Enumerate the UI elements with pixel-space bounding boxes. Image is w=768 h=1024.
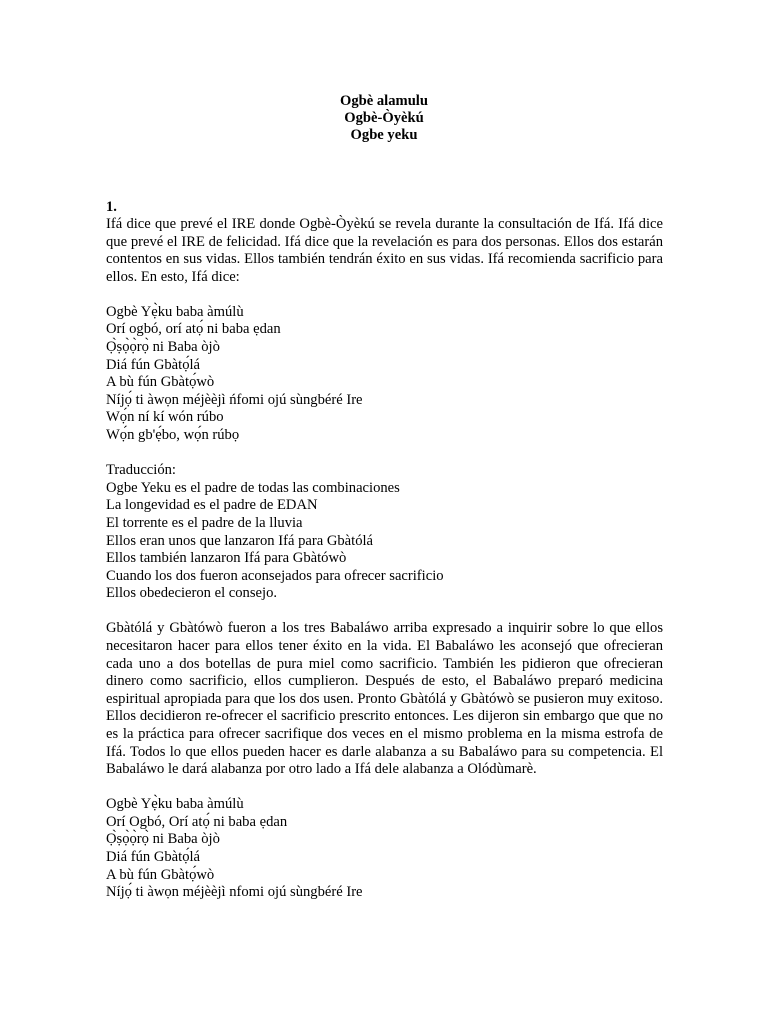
verse-line: Diá fún Gbàtọ́lá (106, 356, 201, 373)
title-line-1: Ogbè alamulu (340, 93, 428, 109)
verse-line: Níjọ́ ti àwọn méjèèjì nfomi ojú sùngbéré Ire (106, 884, 363, 901)
verse-line: Níjọ́ ti àwọn méjèèjì ńfomi ojú sùngbéré Ire (106, 391, 363, 408)
verse-line: Wọ́n gb'ẹ́bo, wọ́n rúbọ (106, 427, 240, 444)
translation-line: Ellos eran unos que lanzaron Ifá para Gbàtólá (106, 532, 374, 549)
translation-line: Ellos obedecieron el consejo. (106, 585, 278, 602)
document-title (0, 93, 768, 144)
verse-line: A bù fún Gbàtọ́wò (106, 866, 215, 883)
verse-line: Ogbè Yẹ̀ku baba àmúlù (106, 303, 244, 320)
verse-line: Orí Ogbó, Orí atọ́ ni baba ẹdan (106, 813, 288, 830)
translation-line: Ellos también lanzaron Ifá para Gbàtówò (106, 550, 347, 567)
translation-line: Ogbe Yeku es el padre de todas las combinaciones (106, 479, 400, 496)
translation-heading: Traducción: (106, 462, 176, 479)
title-line-3: Ogbe yeku (350, 127, 418, 143)
document-body (106, 199, 663, 902)
translation-line: El torrente es el padre de la lluvia (106, 514, 303, 531)
title-line-2: Ogbè-Òyèkú (344, 110, 424, 126)
translation-line: La longevidad es el padre de EDAN (106, 497, 318, 514)
section-number: 1. (106, 199, 117, 215)
verse-2 (106, 796, 663, 902)
verse-1 (106, 304, 663, 445)
verse-line: Ogbè Yẹ̀ku baba àmúlù (106, 796, 244, 813)
verse-line: Ọ̀ṣọ̀ọ̀rọ̀ ni Baba òjò (106, 831, 220, 848)
verse-line: Orí ogbó, orí atọ́ ni baba ẹdan (106, 321, 281, 338)
translation-line: Cuando los dos fueron aconsejados para ofrecer sacrificio (106, 567, 444, 584)
story-paragraph: Gbàtólá y Gbàtówò fueron a los tres Babaláwo arriba expresado a inquirir sobre lo que ellos necesitaron hacer para ellos tener éxito en la vida. El Babaláwo les aconsejó que ofrecieran cada uno a dos botellas de pura miel como sacrificio. También les pidieron que ofrecieran dinero como sacrificio, ellos cumplieron. Después de esto, el Babaláwo preparó medicina espiritual apropiada para que los dos usen. Pronto Gbàtólá y Gbàtówò se pusieron muy exitoso. Ellos decidieron re-ofrecer el sacrificio prescrito entonces. Les dijeron sin embargo que que no es la práctica para ofrecer sacrifique dos veces en el mismo problema en la misma estrofa de Ifá. Todos lo que ellos pueden hacer es darle alabanza a su Babaláwo para su competencia. El Babaláwo le dará alabanza por otro lado a Ifá dele alabanza a Olódùmarè. (106, 620, 663, 778)
intro-paragraph: Ifá dice que prevé el IRE donde Ogbè-Òyèkú se revela durante la consultación de Ifá. Ifá dice que prevé el IRE de felicidad. Ifá dice que la revelación es para dos personas. Ellos dos estarán contentos en sus vidas. Ellos también tendrán éxito en sus vidas. Ifá recomienda sacrificio para ellos. En esto, Ifá dice: (106, 216, 663, 285)
verse-line: A bù fún Gbàtọ́wò (106, 374, 215, 391)
verse-line: Wọ́n ní kí wón rúbo (106, 409, 224, 426)
translation-block (106, 462, 663, 603)
verse-line: Diá fún Gbàtọ́lá (106, 849, 201, 865)
verse-line: Ọ̀ṣọ̀ọ̀rọ̀ ni Baba òjò (106, 339, 220, 356)
